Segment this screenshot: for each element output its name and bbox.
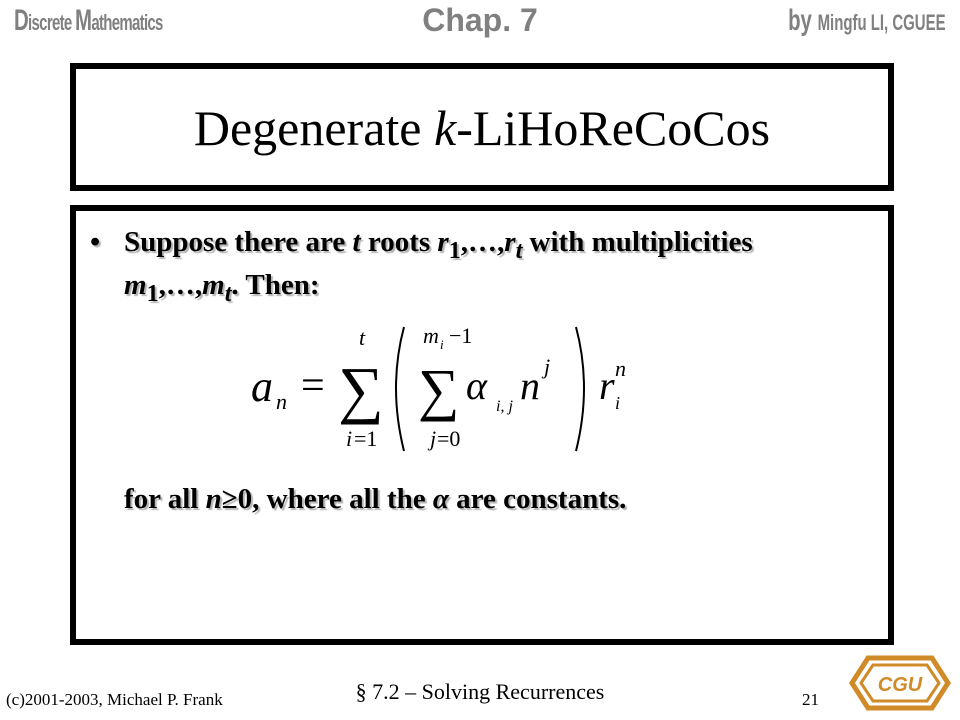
left-paren (396, 327, 404, 451)
svg-text:CGU: CGU (877, 674, 923, 696)
r-exponent: n (615, 356, 626, 381)
formula (246, 319, 676, 459)
course-title: Discrete Mathematics (14, 4, 163, 37)
slide-title: Degenerate k-LiHoReCoCos (193, 100, 771, 156)
n-exponent: j (544, 354, 551, 379)
outer-sigma-upper: t (359, 325, 366, 350)
trailing-text: for all n≥0, where all the α are constants. (124, 483, 627, 515)
right-paren (576, 327, 584, 451)
inner-sigma-upper-m: m (423, 323, 439, 348)
inner-sigma: ∑ (418, 357, 460, 422)
r-term: r (599, 363, 615, 408)
title-box (70, 63, 894, 191)
content-box (70, 205, 894, 645)
bullet-paragraph (90, 225, 870, 311)
n-term: n (520, 363, 540, 408)
inner-sigma-lower-var: j (430, 426, 437, 451)
formula-equals: = (301, 363, 325, 409)
author-label: by Mingfu LI, CGUEE (788, 4, 946, 37)
formula-a-subscript: n (276, 389, 287, 414)
formula-a: a (251, 362, 273, 411)
alpha-subscript: i, j (496, 398, 513, 415)
bullet-text: Suppose there are t roots $r_1,\dots,r_t$ with multiplicities $m_1,\dots,m_t$. Then: (124, 226, 753, 307)
outer-sigma-lower-val: =1 (354, 426, 378, 451)
cgu-logo-icon (848, 652, 952, 714)
inner-sigma-upper-val: −1 (449, 323, 473, 348)
page-number: 21 (802, 690, 819, 709)
inner-sigma-upper-i: i (440, 337, 444, 352)
copyright-text: (c)2001-2003, Michael P. Frank (6, 690, 223, 709)
chapter-label: Chap. 7 (422, 2, 538, 38)
section-title: § 7.2 – Solving Recurrences (355, 679, 605, 704)
bullet-icon: • (90, 226, 101, 258)
r-subscript: i (615, 393, 621, 413)
inner-sigma-lower-val: =0 (437, 426, 461, 451)
outer-sigma-lower-var: i (346, 426, 353, 451)
outer-sigma: ∑ (338, 354, 384, 425)
alpha-symbol: α (466, 363, 487, 408)
